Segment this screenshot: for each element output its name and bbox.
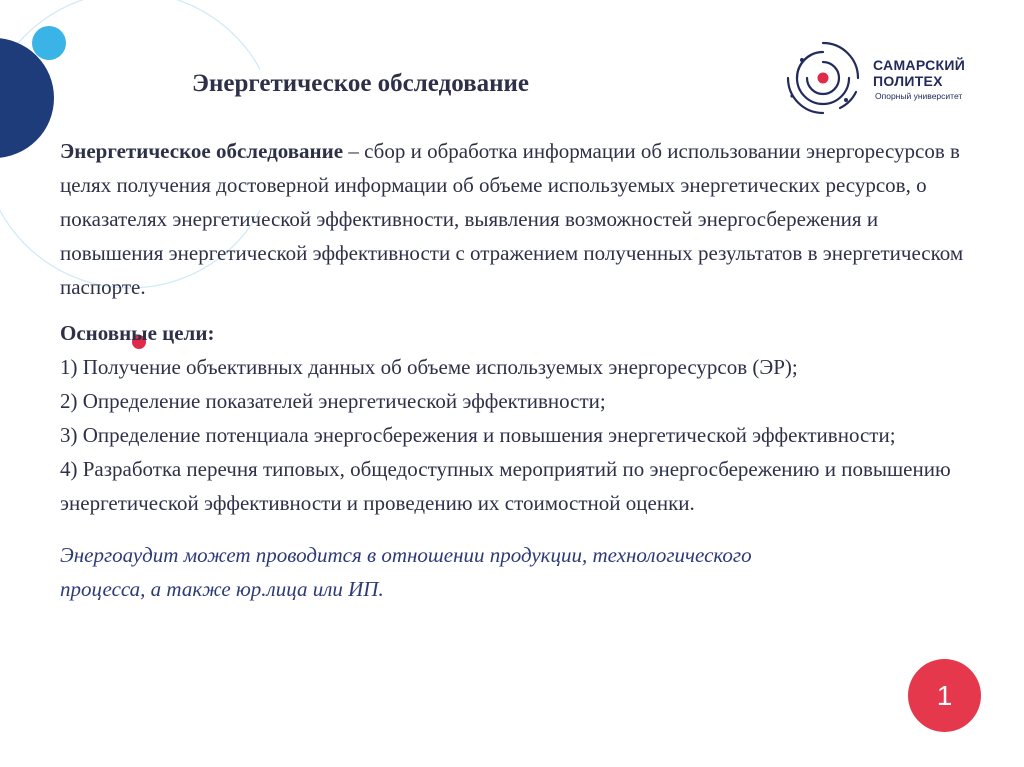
- slide-body: [60, 134, 965, 606]
- goals-heading: Основные цели:: [60, 321, 215, 345]
- goal-item-1: 1) Получение объективных данных об объеме используемых энергоресурсов (ЭР);: [60, 355, 798, 379]
- slide-title: Энергетическое обследование: [192, 70, 529, 97]
- cyan-circle: [32, 26, 66, 60]
- goals-section: [60, 316, 965, 520]
- university-logo: [778, 40, 978, 120]
- italic-note: Энергоаудит может проводится в отношении продукции, технологического процесса, а также юр.лица или ИП.: [60, 543, 752, 601]
- logo-name-line1: САМАРСКИЙ: [873, 57, 966, 73]
- definition-paragraph: [60, 134, 965, 304]
- logo-emblem-icon: [778, 40, 868, 120]
- goal-item-2: 2) Определение показателей энергетической эффективности;: [60, 389, 606, 413]
- logo-tagline: Опорный университет: [875, 91, 963, 101]
- page-number-badge: 1: [908, 659, 981, 732]
- goal-item-4: 4) Разработка перечня типовых, общедоступных мероприятий по энергосбережению и повышению энергетической эффективности и проведению их стоимостной оценки.: [60, 457, 951, 515]
- definition-text: – сбор и обработка информации об использовании энергоресурсов в целях получения достоверной информации об объеме используемых энергетических ресурсов, о показателях энергетической эффективности, выявления возможностей энергосбережения и повышения энергетической эффективности с отражением полученных результатов в энергетическом паспорте.: [60, 139, 964, 299]
- definition-term: Энергетическое обследование: [60, 139, 344, 163]
- goal-item-3: 3) Определение потенциала энергосбережения и повышения энергетической эффективности;: [60, 423, 896, 447]
- logo-name-line2: ПОЛИТЕХ: [873, 73, 943, 89]
